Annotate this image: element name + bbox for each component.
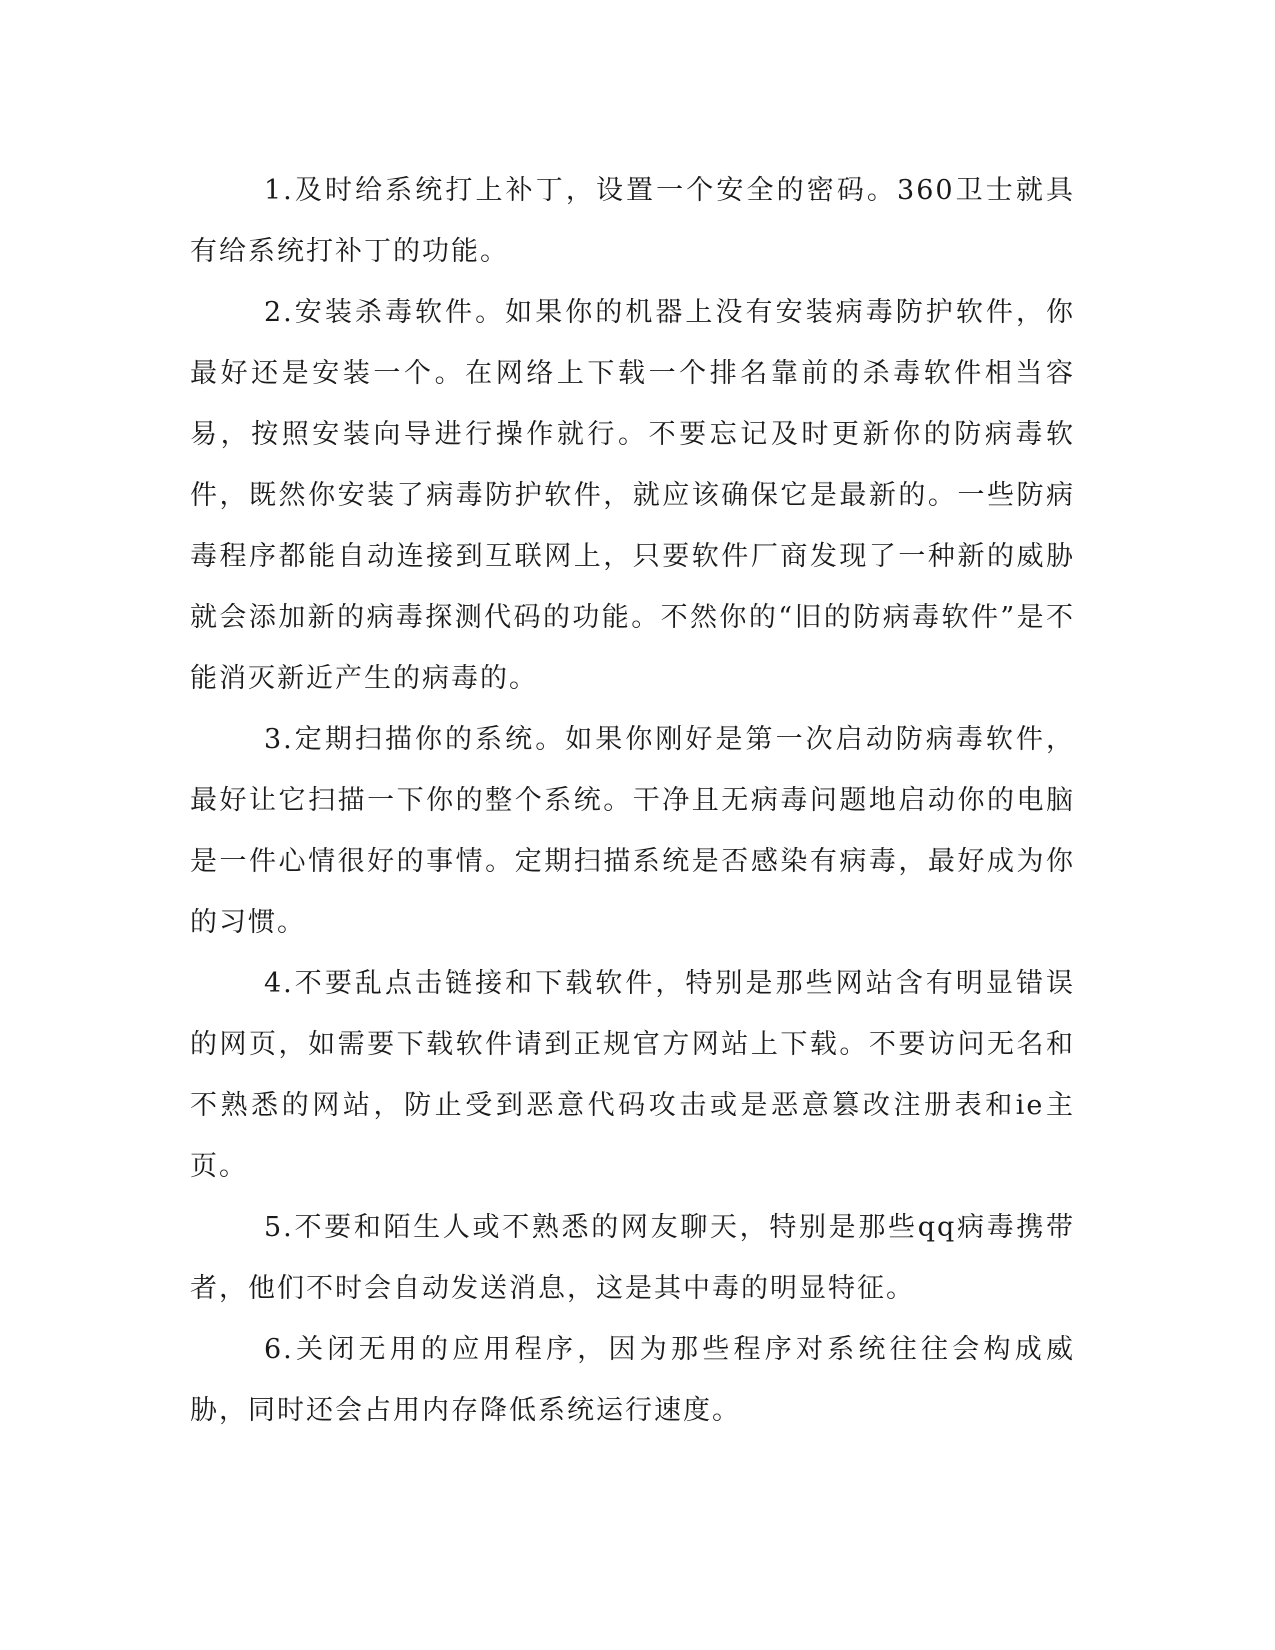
paragraph-tip-6: 6.关闭无用的应用程序，因为那些程序对系统往往会构成威胁，同时还会占用内存降低系统运行速度。	[190, 1334, 1075, 1426]
paragraph-tip-1: 1.及时给系统打上补丁，设置一个安全的密码。360卫士就具有给系统打补丁的功能。	[190, 175, 1075, 267]
document-body	[190, 160, 1075, 1441]
paragraph-tip-2: 2.安装杀毒软件。如果你的机器上没有安装病毒防护软件，你最好还是安装一个。在网络上下载一个排名靠前的杀毒软件相当容易，按照安装向导进行操作就行。不要忘记及时更新你的防病毒软件，既然你安装了病毒防护软件，就应该确保它是最新的。一些防病毒程序都能自动连接到互联网上，只要软件厂商发现了一种新的威胁就会添加新的病毒探测代码的功能。不然你的“旧的防病毒软件”是不能消灭新近产生的病毒的。	[190, 297, 1075, 694]
paragraph-tip-3: 3.定期扫描你的系统。如果你刚好是第一次启动防病毒软件，最好让它扫描一下你的整个系统。干净且无病毒问题地启动你的电脑是一件心情很好的事情。定期扫描系统是否感染有病毒，最好成为你的习惯。	[190, 724, 1075, 938]
paragraph-tip-4: 4.不要乱点击链接和下载软件，特别是那些网站含有明显错误的网页，如需要下载软件请到正规官方网站上下载。不要访问无名和不熟悉的网站，防止受到恶意代码攻击或是恶意篡改注册表和ie主页。	[190, 968, 1075, 1182]
paragraph-tip-5: 5.不要和陌生人或不熟悉的网友聊天，特别是那些qq病毒携带者，他们不时会自动发送消息，这是其中毒的明显特征。	[190, 1212, 1075, 1304]
